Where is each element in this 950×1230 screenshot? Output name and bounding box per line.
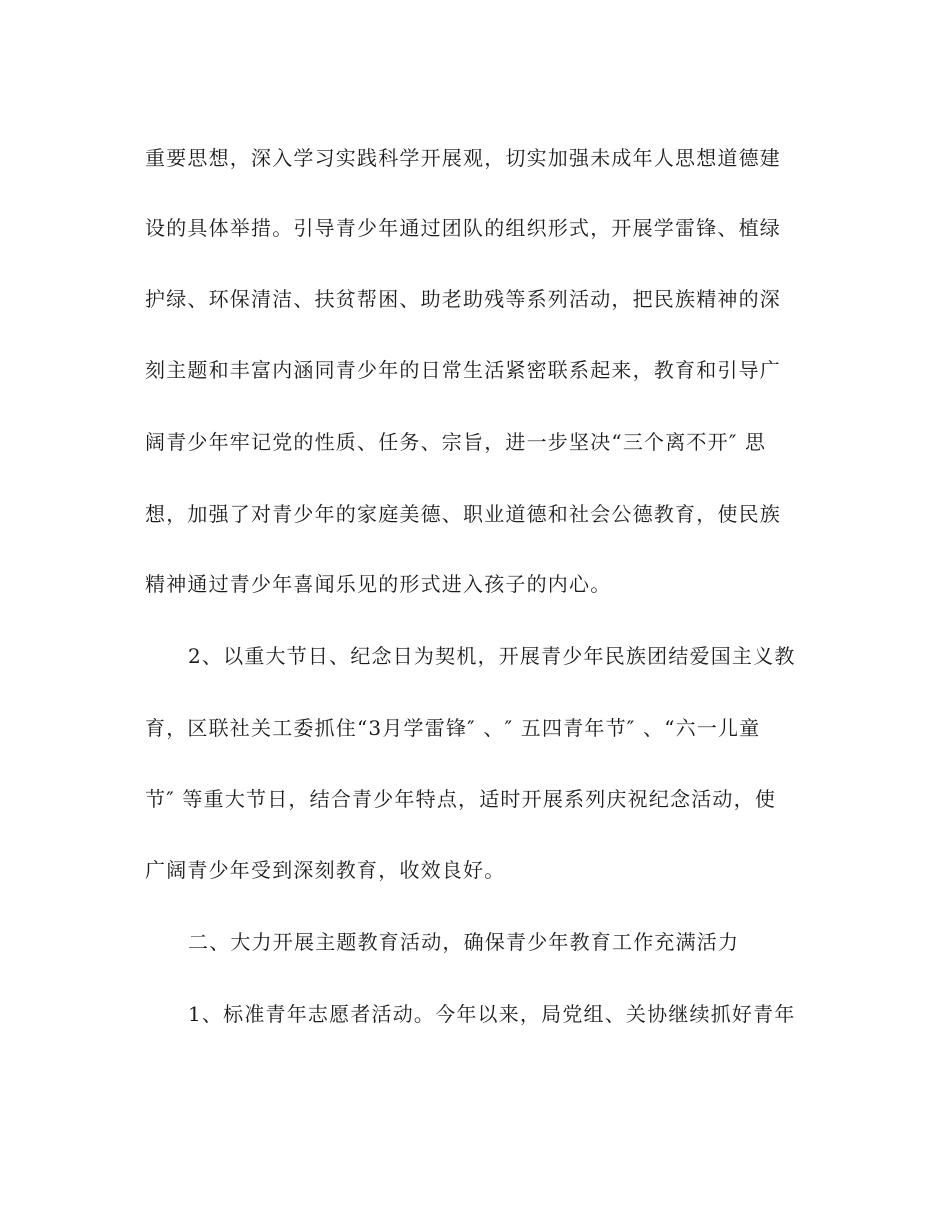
text-line-2: 设的具体举措。引导青少年通过团队的组织形式，开展学雷锋、植绿 [145, 216, 781, 240]
text-line-10: 节″ 等重大节日，结合青少年特点，适时开展系列庆祝纪念活动，使 [145, 787, 777, 811]
text-line-7: 精神通过青少年喜闻乐见的形式进入孩子的内心。 [145, 572, 612, 596]
section-heading: 二、大力开展主题教育活动，确保青少年教育工作充满活力 [188, 930, 740, 954]
text-line-8: 2、以重大节日、纪念日为契机，开展青少年民族团结爱国主义教 [188, 644, 796, 668]
text-line-3: 护绿、环保清洁、扶贫帮困、助老助残等系列活动，把民族精神的深 [145, 287, 781, 311]
text-line-1: 重要思想，深入学习实践科学开展观，切实加强未成年人思想道德建 [145, 146, 781, 170]
text-line-4: 刻主题和丰富内涵同青少年的日常生活紧密联系起来，教育和引导广 [145, 358, 781, 382]
text-line-9: 育，区联社关工委抓住“3月学雷锋″ 、″ 五四青年节″ 、“六一儿童 [145, 716, 761, 740]
text-line-6: 想，加强了对青少年的家庭美德、职业道德和社会公德教育，使民族 [145, 502, 781, 526]
text-line-13: 1、标准青年志愿者活动。今年以来，局党组、关协继续抓好青年 [188, 1002, 796, 1026]
text-line-11: 广阔青少年受到深刻教育，收效良好。 [145, 858, 506, 882]
text-line-5: 阔青少年牢记党的性质、任务、宗旨，进一步坚决“三个离不开″ 思 [145, 430, 767, 454]
